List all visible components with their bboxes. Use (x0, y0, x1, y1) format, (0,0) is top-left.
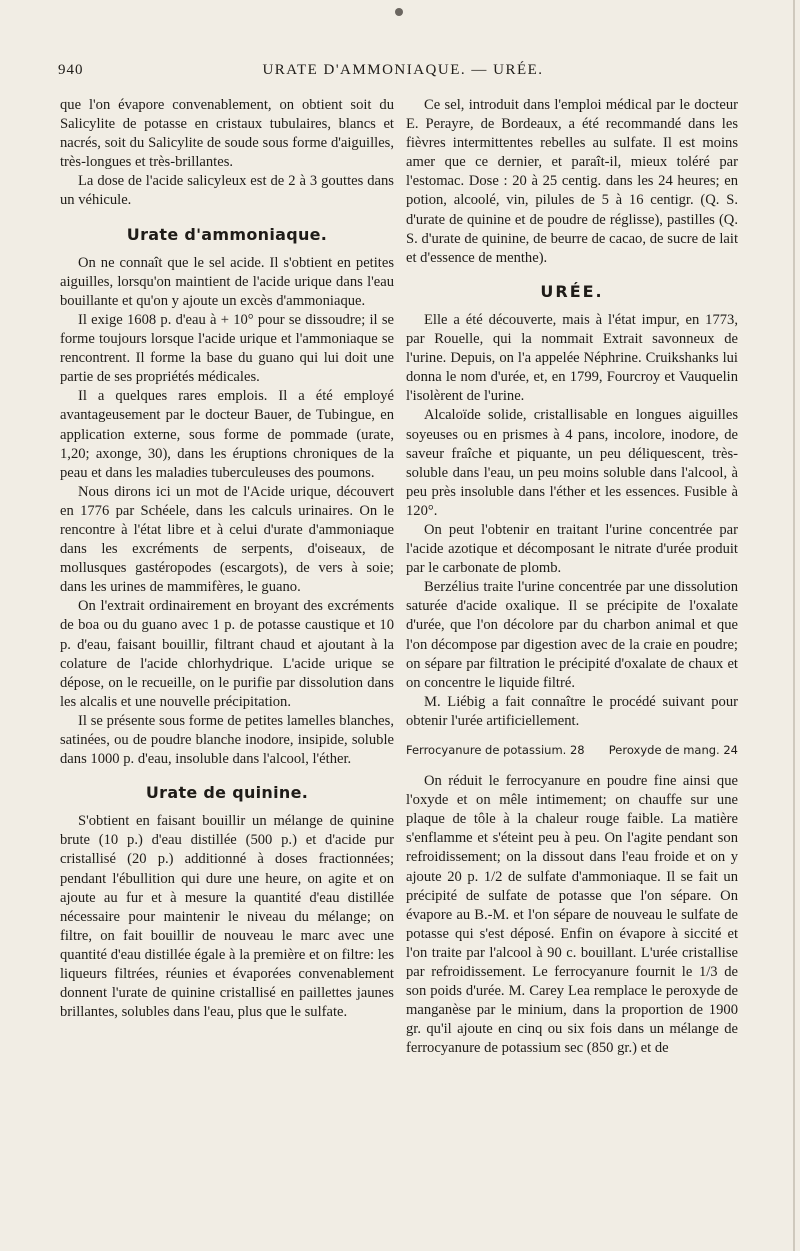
paragraph: La dose de l'acide salicyleux est de 2 à 3 gouttes dans un véhicule. (60, 173, 394, 209)
formula-line (406, 741, 738, 760)
paragraph: Il exige 1608 p. d'eau à + 10° pour se dissoudre; il se forme toujours lorsque l'acide urique et l'ammoniaque se rencontrent. Il forme la base du guano qui lui doit une partie de ses propriétés médicales. (60, 311, 394, 386)
paragraph: Ce sel, introduit dans l'emploi médical par le docteur E. Perayre, de Bordeaux, a été recommandé dans les fièvres intermittentes rebelles au sulfate. Il est moins amer que ce dernier, et paraît-il, mieux toléré par l'estomac. Dose : 20 à 25 centig. dans les 24 heures; en potion, alcoolé, vin, pilules de 5 à 16 centigr. (Q. S. d'urate de quinine et de poudre de réglisse), pastilles (Q. S. d'urate de quinine, de beurre de cacao, de sucre de lait et d'essence de menthe). (406, 97, 738, 266)
formula-right: Peroxyde de mang. 24 (608, 743, 738, 757)
paragraph: S'obtient en faisant bouillir un mélange de quinine brute (10 p.) d'eau distillée (500 p.) et d'acide pur cristallisé (20 p.) additionné à doses fractionnées; pendant l'ébullition qui dure une heure, on agite et on ajoute au fur et à mesure la quantité d'eau distillée nécessaire pour maintenir le niveau du mélange; on filtre, on fait bouillir de nouveau le marc avec une quantité d'eau distillée égale à la première et on filtre: les liqueurs filtrées, réunies et évaporées convenablement donnent l'urate de quinine cristallisé en paillettes jaunes brillantes, solubles dans l'eau, plus que le sulfate. (60, 813, 394, 1021)
paragraph: On l'extrait ordinairement en broyant des excréments de boa ou du guano avec 1 p. de potasse caustique et 10 p. d'eau, faisant bouillir, filtrant chaud et ajoutant à la colature de l'acide chlorhydrique. L'acide urique se dépose, on le recueille, on le purifie par dissolution dans les alcalis et une nouvelle précipitation. (60, 598, 394, 710)
ink-spot (395, 8, 403, 16)
paragraph: Il se présente sous forme de petites lamelles blanches, satinées, ou de poudre blanche inodore, insipide, soluble dans 1000 p. d'eau, insoluble dans l'alcool, l'éther. (60, 712, 394, 768)
left-column (60, 96, 394, 1022)
paragraph: On peut l'obtenir en traitant l'urine concentrée par l'acide azotique et décomposant le nitrate d'urée produit par le carbonate de plomb. (406, 521, 738, 577)
paragraph: Il a quelques rares emplois. Il a été employé avantageusement par le docteur Bauer, de Tubingue, en application externe, sous forme de pommade (urate, 1,20; axonge, 30), dans les éruptions chroniques de la peau et dans les maladies tuberculeuses des poumons. (60, 388, 394, 481)
page-header (58, 62, 748, 84)
paragraph: que l'on évapore convenablement, on obtient soit du Salicylite de potasse en cristaux tubulaires, blancs et nacrés, soit du Salicylite de soude sous forme d'aiguilles, très-longues et très-brillantes. (60, 97, 394, 171)
paragraph: Nous dirons ici un mot de l'Acide urique, découvert en 1776 par Schéele, dans les calculs urinaires. On le rencontre à l'état libre et à celui d'urate d'ammoniaque dans les excréments de serpents, d'oiseaux, de mollusques gastéropodes (escargots), de vers à soie; dans les urines de mammifères, le guano. (60, 483, 394, 596)
page-number: 940 (58, 62, 84, 78)
paragraph: M. Liébig a fait connaître le procédé suivant pour obtenir l'urée artificiellement. (406, 693, 738, 729)
paragraph: Elle a été découverte, mais à l'état impur, en 1773, par Rouelle, qui la nommait Extrait savonneux de l'urine. Depuis, on l'a appelée Néphrine. Cruikshanks lui donna le nom d'urée, et, en 1799, Fourcroy et Vauquelin l'isolèrent de l'urine. (406, 311, 738, 405)
section-heading-urate-ammoniaque: Urate d'ammoniaque. (126, 224, 328, 244)
right-column (406, 96, 738, 1059)
paragraph: Berzélius traite l'urine concentrée par une dissolution saturée d'acide oxalique. Il se précipite de l'oxalate d'urée, que l'on décolore par du charbon animal et que l'on décompose par digestion avec de la craie en poudre; on sépare par filtration le précipité d'oxalate de chaux et on concentre le liquide filtré. (406, 579, 738, 691)
section-heading-urate-quinine: Urate de quinine. (145, 783, 309, 803)
paragraph: On réduit le ferrocyanure en poudre fine ainsi que l'oxyde et on mêle intimement; on chauffe sur une plaque de tôle à la chaleur rouge faible. La matière s'enflamme et s'éteint peu à peu. On l'agite pendant son refroidissement; on la dissout dans l'eau froide et on y ajoute 20 p. 1/2 de sulfate d'ammoniaque. Il se fait un précipité de sulfate de potasse que l'on sépare. On évapore au B.-M. et l'on sépare de nouveau le sulfate de potasse qui s'est déposé. Enfin on évapore à siccité et l'on traite par l'alcool à 90 c. bouillant. L'urée cristallise par refroidissement. Le ferrocyanure fournit le 1/3 de son poids d'urée. M. Carey Lea remplace le peroxyde de manganèse par le minium, dans la proportion de 1900 gr. qu'il ajoute en cinq ou six fois dans un mélange de ferrocyanure de potassium sec (850 gr.) et de (406, 773, 738, 1057)
page-edge (793, 0, 795, 1251)
paragraph: On ne connaît que le sel acide. Il s'obtient en petites aiguilles, lorsqu'on maintient de l'acide urique dans l'eau bouillante et qu'on y ajoute un excès d'ammoniaque. (60, 254, 394, 309)
paragraph: Alcaloïde solide, cristallisable en longues aiguilles soyeuses ou en prismes à 4 pans, incolore, inodore, de saveur fraîche et piquante, un peu déliquescent, très-soluble dans l'eau, un peu moins soluble dans l'alcool, à peu près insoluble dans l'éther et les essences. Fusible à 120°. (406, 407, 738, 519)
running-title: URATE D'AMMONIAQUE. — URÉE. (262, 62, 544, 78)
formula-left: Ferrocyanure de potassium. 28 (406, 743, 585, 757)
section-heading-uree: URÉE. (540, 281, 604, 301)
